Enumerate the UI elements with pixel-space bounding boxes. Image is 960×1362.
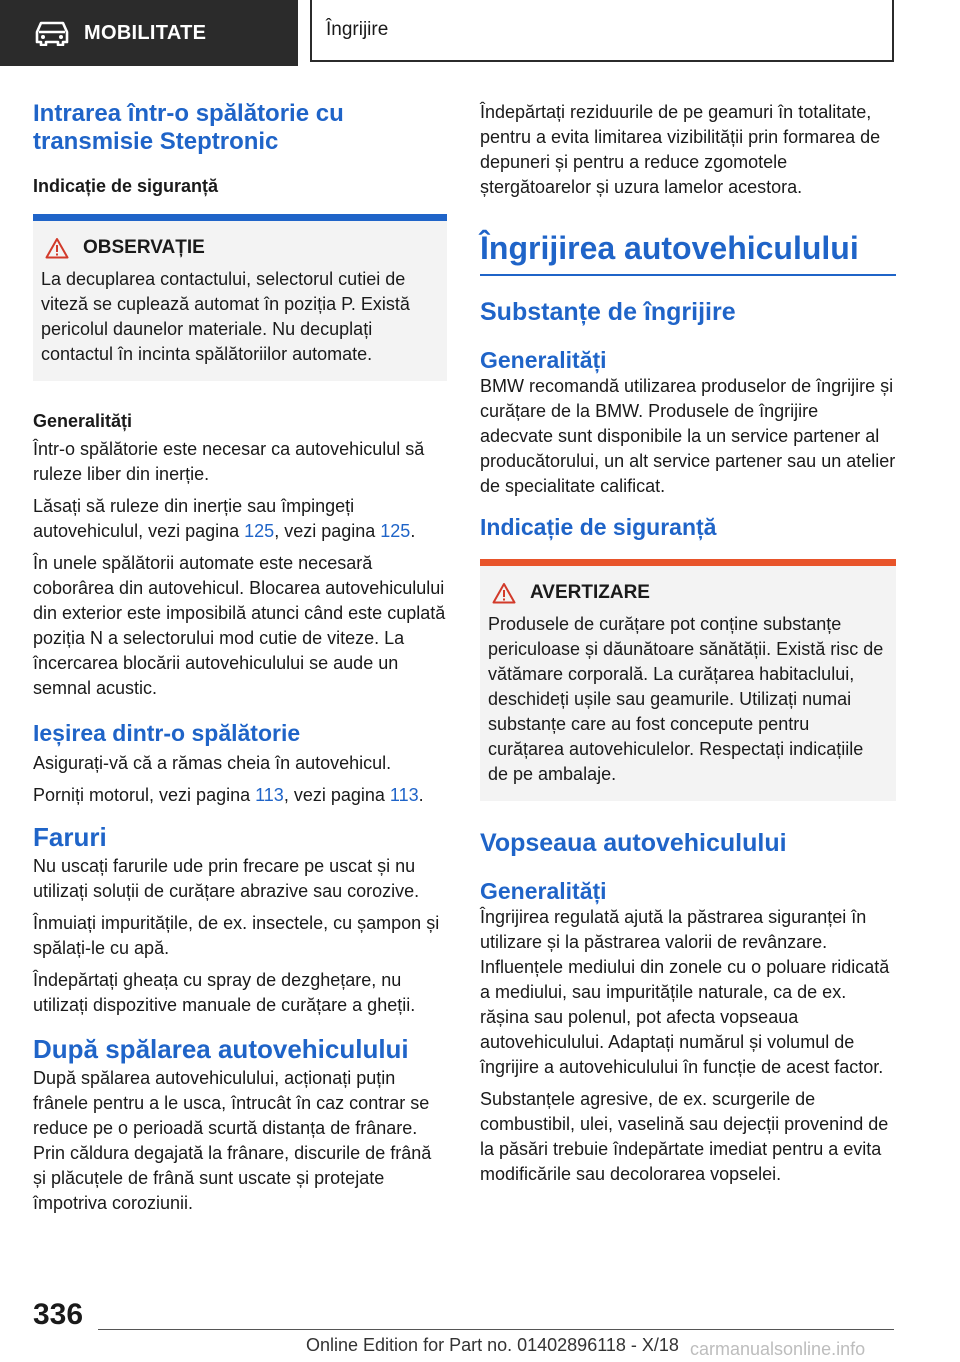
paragraph: După spălarea autovehiculului, acționați puțin frânele pentru a le usca, întrucât în caz contrar se reduce pe o perioadă scurtă distanța de frânare. Prin căldura degajată la frânare, discurile de frână și plăcuțele de frână sunt uscate și protejate împotriva coroziunii. (33, 1068, 432, 1213)
warning-triangle-icon (45, 237, 69, 259)
page-link[interactable]: 113 (389, 785, 419, 805)
chapter-tab-label: Îngrijire (326, 19, 389, 40)
paragraph-with-refs: Lăsați să ruleze din inerție sau împingeți autovehiculul, vezi pagina 125, vezi pagina 125. (33, 496, 416, 541)
paragraph: Asigurați-vă că a rămas cheia în autovehicul. (33, 753, 392, 773)
warning-box (480, 559, 896, 801)
heading-safety-note: Indicație de siguranță (480, 514, 717, 540)
paragraph: Îndepărtați reziduurile de pe geamuri în totalitate, pentru a evita limitarea vizibilității prin formarea de depuneri și pentru a reduce zgomotele ștergătoarelor și uzura lamelor acestora. (480, 102, 881, 197)
heading-exit-car-wash: Ieșirea dintr-o spălătorie (33, 720, 301, 746)
left-column (33, 100, 447, 1223)
warning-text: Produsele de curățare pot conține substanțe periculoase și dăunătoare sănătății. Există risc de vătămare corporală. La curățarea habitaclului, deschideți ușile sau geamurile. Utilizați numai substanțe care au fost concepute pentru curățarea autovehiculelor. Respectați indicațiile de pe ambalaje. (488, 614, 884, 784)
paragraph: Îndepărtați gheața cu spray de dezghețare, nu utilizați dispozitive manuale de curățare a gheții. (33, 970, 416, 1015)
page-header (0, 0, 960, 66)
heading-general: Generalități (33, 411, 133, 431)
notice-text: La decuplarea contactului, selectorul cutiei de viteză se cuplează automat în poziția P. Există pericolul daunelor materiale. Nu decuplați contactul în incinta spălătoriilor automate. (41, 269, 410, 364)
car-icon (34, 20, 70, 46)
right-column (480, 100, 896, 1194)
edition-text: Online Edition for Part no. 01402896118 - X/18 (306, 1335, 679, 1355)
paragraph: BMW recomandă utilizarea produselor de îngrijire și curățare de la BMW. Produsele de îngrijire adecvate sunt disponibile la un service partener al producătorului, un alt service partener sau un atelier de specialitate calificat. (480, 376, 896, 496)
page-link[interactable]: 125 (244, 521, 275, 541)
heading-general: Generalități (480, 347, 607, 373)
notice-box (33, 214, 447, 381)
paragraph: Substanțele agresive, de ex. scurgerile de combustibil, ulei, vaselină sau dejecții provenind de la păsări trebuie îndepărtate imediat pentru a evita modificările sau decolorarea vopselei. (480, 1089, 889, 1184)
paragraph-with-refs: Porniți motorul, vezi pagina 113, vezi pagina 113. (33, 785, 424, 805)
warning-title: AVERTIZARE (530, 582, 650, 603)
paragraph: În unele spălătorii automate este necesară coborârea din autovehicul. Blocarea autovehiculului din exterior este imposibilă atunci când este cuplată poziția N a selectorului mod cutie de viteze. La încercarea blocării autovehiculului se aude un semnal acustic. (33, 553, 446, 698)
paragraph: Înmuiați impuritățile, de ex. insectele, cu șampon și spălați-le cu apă. (33, 913, 440, 958)
heading-vehicle-care: Îngrijirea autovehiculului (480, 228, 896, 276)
heading-care-products: Substanțe de îngrijire (480, 298, 736, 326)
heading-after-wash: După spălarea autovehiculului (33, 1034, 409, 1064)
heading-car-wash-steptronic: Intrarea într-o spălătorie cu transmisie Steptronic (33, 100, 344, 155)
notice-bar (33, 214, 447, 221)
heading-vehicle-paint: Vopseaua autovehiculului (480, 829, 787, 857)
footer-rule (98, 1329, 894, 1330)
paragraph: Într-o spălătorie este necesar ca autovehiculul să ruleze liber din inerție. (33, 439, 425, 484)
watermark-text: carmanualsonline.info (690, 1339, 866, 1359)
section-tab[interactable] (0, 0, 298, 66)
page-number: 336 (33, 1298, 84, 1331)
page-link[interactable]: 113 (255, 785, 284, 805)
warning-triangle-icon (492, 582, 516, 604)
heading-safety-note: Indicație de siguranță (33, 176, 219, 196)
paragraph: Îngrijirea regulată ajută la păstrarea siguranței în utilizare și la păstrarea valorii de revânzare. Influențele mediului din zonele cu o poluare ridicată a mediului, sau impuritățile naturale, ca de ex. rășina sau polenul, pot afecta vopseaua autovehiculului. Adaptați numărul și volumul de îngrijire a autovehiculului în funcție de acest factor. (480, 907, 890, 1077)
paragraph: Nu uscați farurile ude prin frecare pe uscat și nu utilizați soluții de curățare abrazive sau corozive. (33, 856, 420, 901)
notice-title: OBSERVAȚIE (83, 237, 205, 258)
section-tab-label: MOBILITATE (84, 21, 207, 44)
heading-headlights: Faruri (33, 822, 107, 852)
page-link[interactable]: 125 (380, 521, 411, 541)
warning-bar (480, 559, 896, 566)
heading-general: Generalități (480, 878, 607, 904)
chapter-tab[interactable] (310, 0, 894, 62)
